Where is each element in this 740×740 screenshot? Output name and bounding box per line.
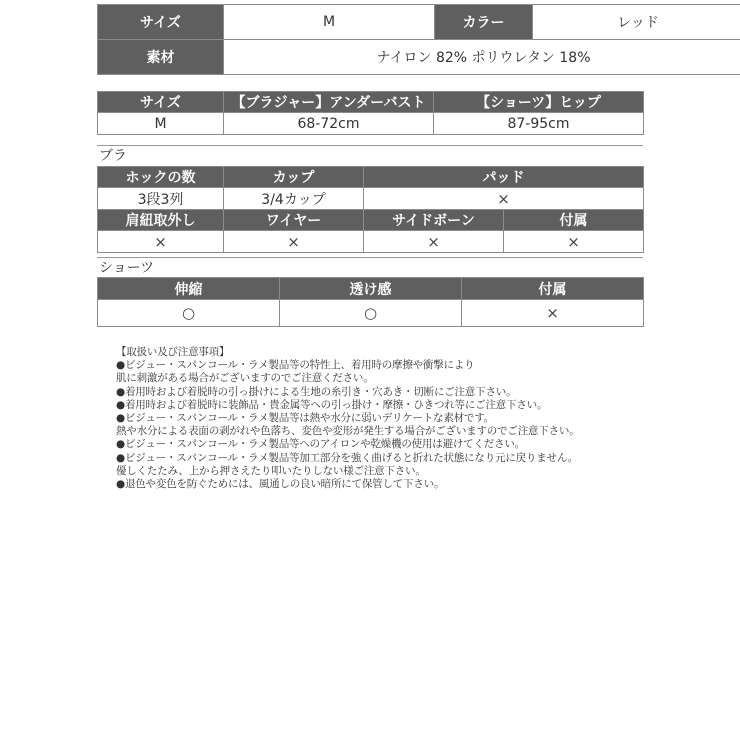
sheer-header: 透け感 bbox=[280, 278, 462, 300]
care-notes bbox=[116, 346, 636, 491]
note-line: 熱や水分による表面の剥がれや色落ち、変色や変形が発生する場合がございますのでご注意下さい。 bbox=[116, 425, 580, 438]
sheer-value: ○ bbox=[280, 300, 462, 327]
wire-header: ワイヤー bbox=[224, 210, 364, 231]
shorts-table bbox=[97, 277, 644, 327]
note-line: 優しくたたみ、上から押さえたり叩いたりしない様ご注意下さい。 bbox=[116, 464, 426, 477]
cup-header: カップ bbox=[224, 167, 364, 188]
material-value: ナイロン 82% ポリウレタン 18% bbox=[224, 40, 740, 75]
color-value: レッド bbox=[533, 5, 740, 40]
shorts-accessory-header: 付属 bbox=[462, 278, 644, 300]
size-header: サイズ bbox=[98, 92, 224, 113]
note-line: ●退色や変色を防ぐためには、風通しの良い暗所にて保管して下さい。 bbox=[116, 478, 445, 491]
sidebone-header: サイドボーン bbox=[364, 210, 504, 231]
size-label: サイズ bbox=[98, 5, 224, 40]
underbust-cell: 68-72cm bbox=[224, 113, 434, 135]
shorts-divider bbox=[97, 257, 643, 258]
hook-header: ホックの数 bbox=[98, 167, 224, 188]
bra-title: ブラ bbox=[99, 148, 127, 164]
note-line: ●ビジュー・スパンコール・ラメ製品等の特性上、着用時の摩擦や衝撃により bbox=[116, 359, 475, 372]
note-line: ●ビジュー・スパンコール・ラメ製品等は熱や水分に弱いデリケートな素材です。 bbox=[116, 412, 494, 425]
bra-accessory-header: 付属 bbox=[504, 210, 644, 231]
size-cell: M bbox=[98, 113, 224, 135]
basic-info-table bbox=[97, 4, 740, 75]
note-line: 肌に刺激がある場合がございますのでご注意ください。 bbox=[116, 372, 374, 385]
notes-heading: 【取扱い及び注意事項】 bbox=[116, 346, 230, 358]
note-line: ●着用時および着脱時の引っ掛けによる生地の糸引き・穴あき・切断にご注意下さい。 bbox=[116, 385, 517, 398]
size-table bbox=[97, 91, 644, 135]
stretch-value: ○ bbox=[98, 300, 280, 327]
bra-accessory-value: × bbox=[504, 231, 644, 253]
sidebone-value: × bbox=[364, 231, 504, 253]
note-line: ●ビジュー・スパンコール・ラメ製品等加工部分を強く曲げると折れた状態になり元に戻りません。 bbox=[116, 451, 579, 464]
size-value: M bbox=[224, 5, 435, 40]
strap-value: × bbox=[98, 231, 224, 253]
wire-value: × bbox=[224, 231, 364, 253]
note-line: ●着用時および着脱時に装飾品・貴金属等への引っ掛け・摩擦・ひきつれ等にご注意下さい。 bbox=[116, 398, 548, 411]
hip-header: 【ショーツ】ヒップ bbox=[434, 92, 644, 113]
underbust-header: 【ブラジャー】アンダーバスト bbox=[224, 92, 434, 113]
pad-header: パッド bbox=[364, 167, 644, 188]
pad-value: × bbox=[364, 188, 644, 210]
cup-value: 3/4カップ bbox=[224, 188, 364, 210]
bra-divider bbox=[97, 145, 643, 146]
color-label: カラー bbox=[435, 5, 533, 40]
note-line: ●ビジュー・スパンコール・ラメ製品等へのアイロンや乾燥機の使用は避けてください。 bbox=[116, 438, 525, 451]
shorts-accessory-value: × bbox=[462, 300, 644, 327]
hook-value: 3段3列 bbox=[98, 188, 224, 210]
strap-header: 肩紐取外し bbox=[98, 210, 224, 231]
stretch-header: 伸縮 bbox=[98, 278, 280, 300]
bra-table bbox=[97, 166, 644, 253]
shorts-title: ショーツ bbox=[99, 260, 155, 276]
material-label: 素材 bbox=[98, 40, 224, 75]
hip-cell: 87-95cm bbox=[434, 113, 644, 135]
